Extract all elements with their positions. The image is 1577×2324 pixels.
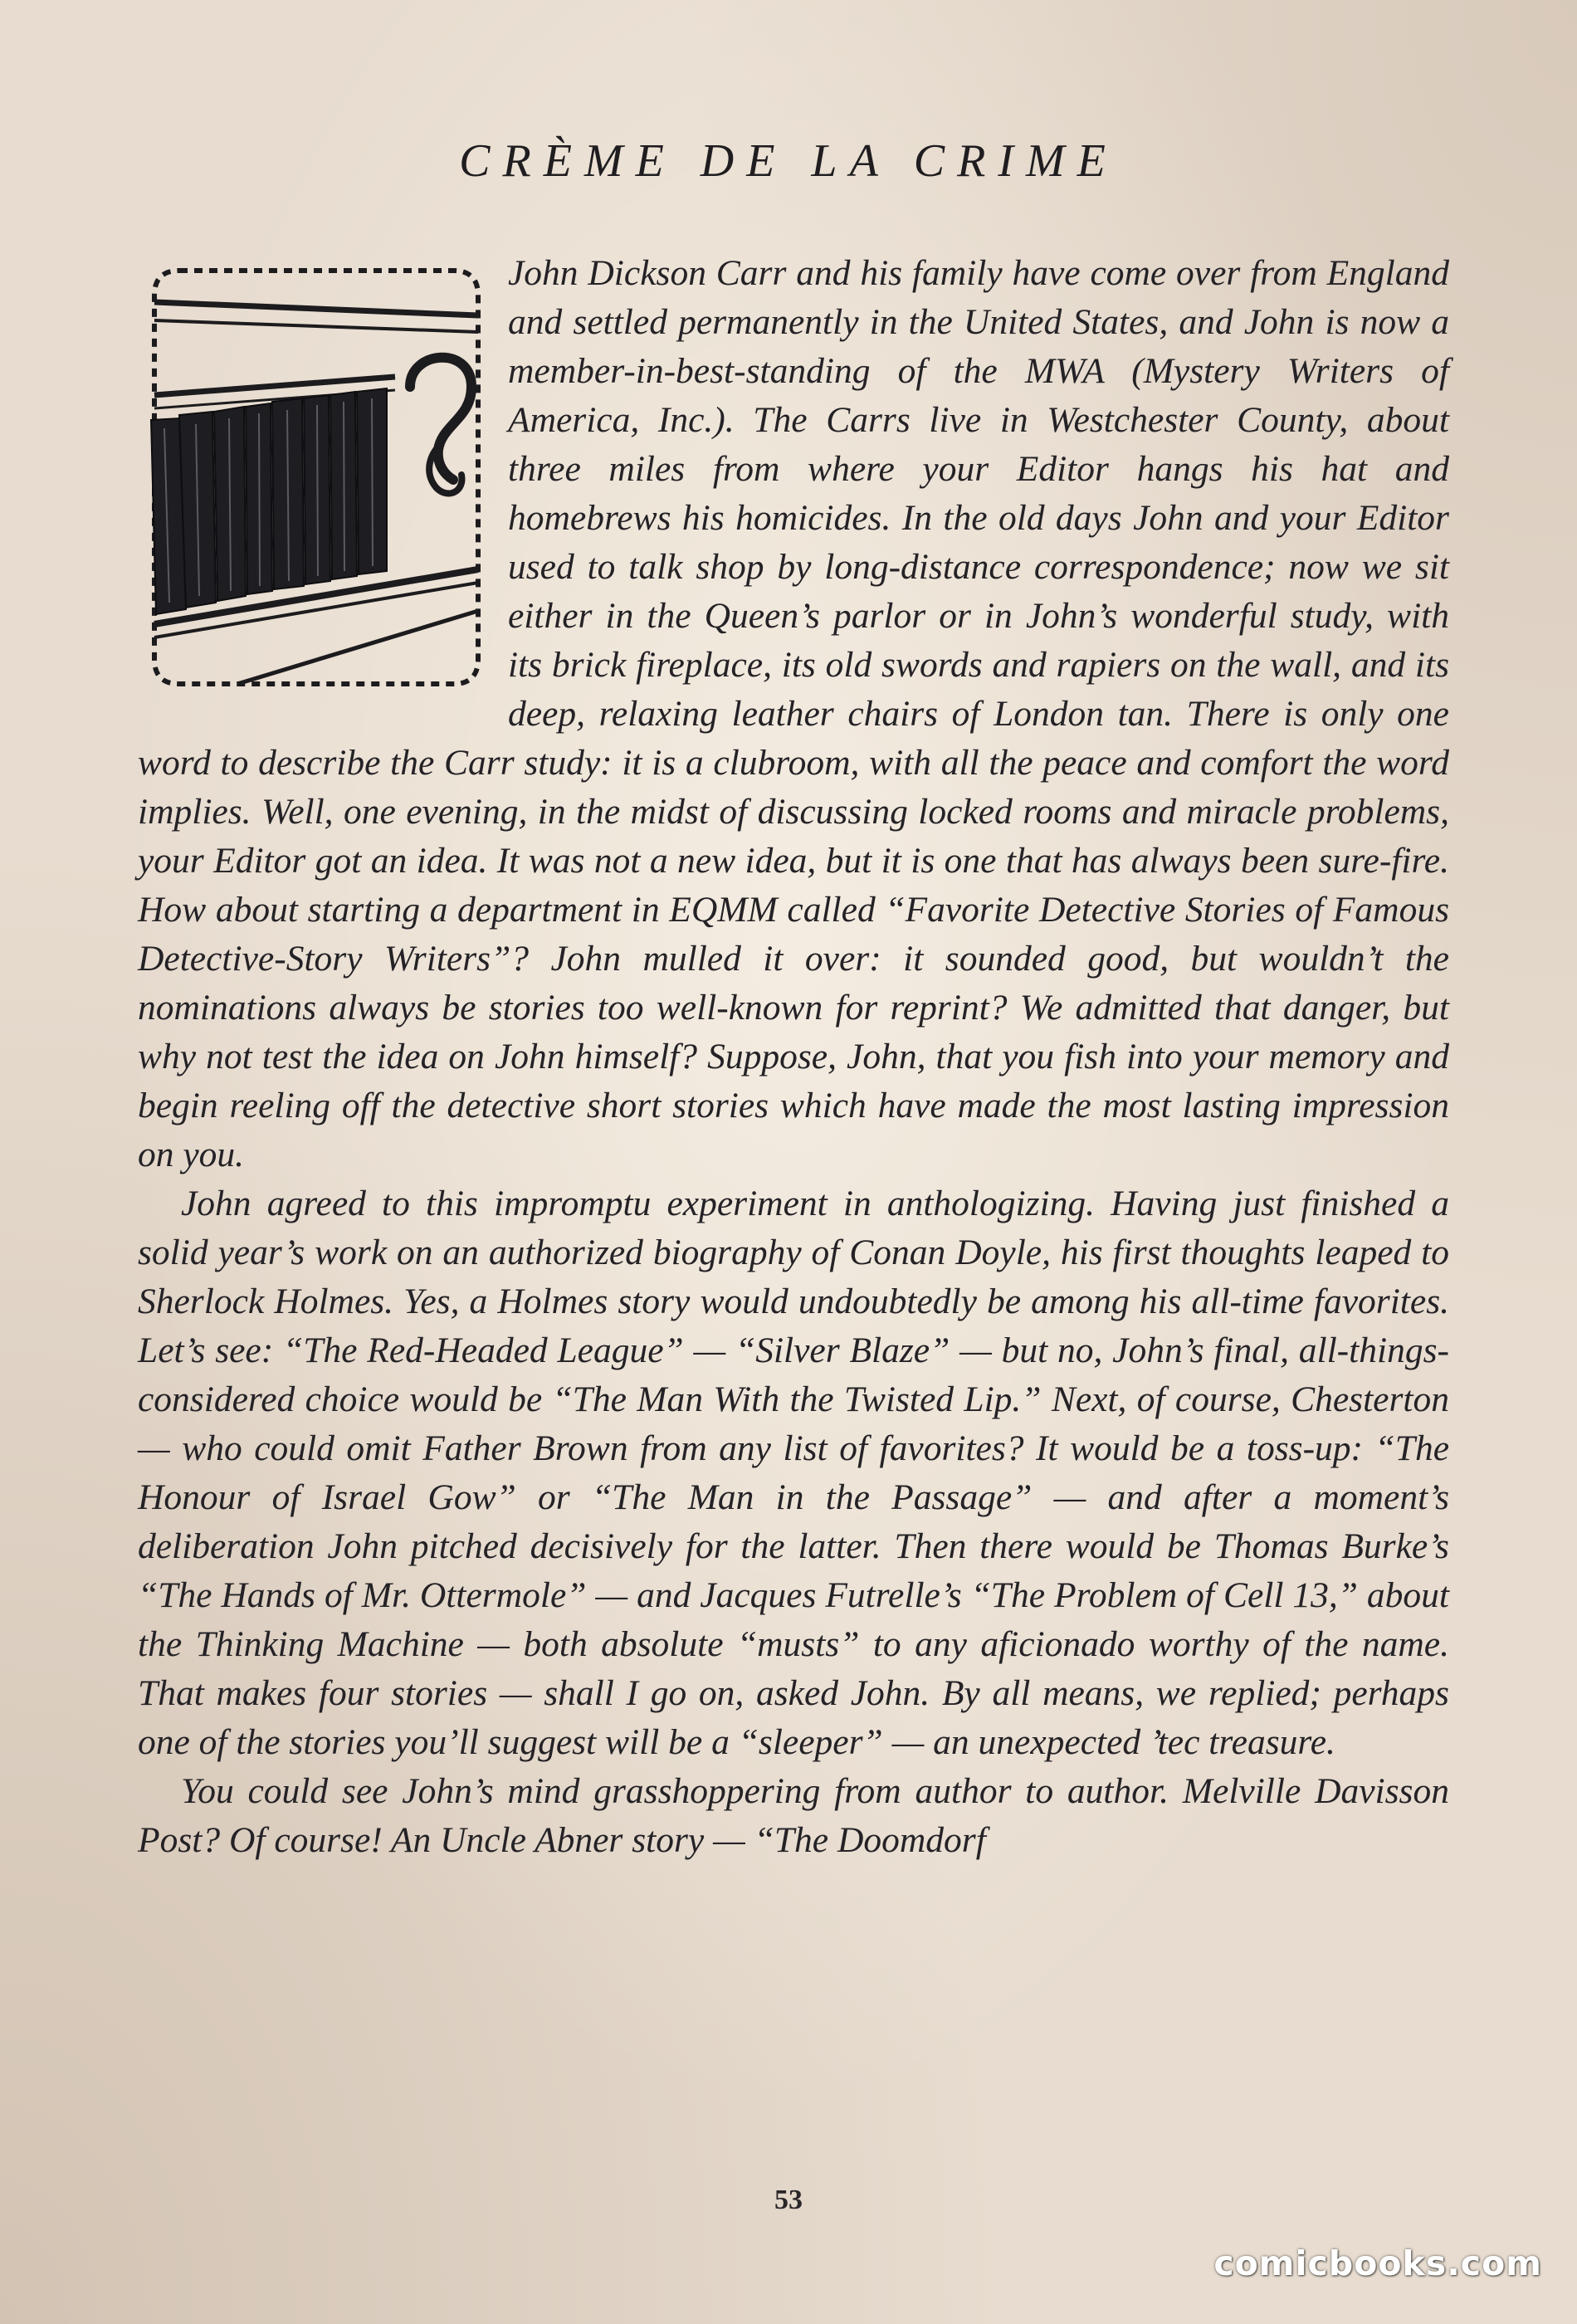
illustration-spacer [138, 249, 508, 730]
page-number: 53 [774, 2185, 803, 2215]
watermark: comicbooks.com [1213, 2243, 1542, 2283]
paragraph-3: You could see John’s mind grasshoppering from author to author. Melville Davisson Post? Of course! An Uncle Abner story — “The Doomdorf [138, 1771, 1449, 1860]
paragraph-1: John Dickson Carr and his family have come over from England and settled permanently in the United States, and John is now a member-in-best-standing of the MWA (Mystery Writers of America, Inc.). The Carrs live in Westchester County, about three miles from where your Editor hangs his hat and homebrews his homicides. In the old days John and your Editor used to talk shop by long-distance correspondence; now we sit either in the Queen’s parlor or in John’s wonderful study, with its brick fireplace, its old swords and rapiers on the wall, and its deep, relaxing leather chairs of London tan. There is only one word to describe the Carr study: it is a clubroom, with all the peace and comfort the word implies. Well, one evening, in the midst of discussing locked rooms and miracle problems, your Editor got an idea. It was not a new idea, but it is one that has always been sure-fire. How about starting a department in EQMM called “Favorite Detective Stories of Famous Detective-Story Writers”? John mulled it over: it sounded good, but wouldn’t the nominations always be stories too well-known for reprint? We admitted that danger, but why not test the idea on John himself? Suppose, John, that you fish into your memory and begin reeling off the detective short stories which have made the most lasting impression on you. [138, 253, 1449, 1174]
article-body [138, 249, 1449, 1865]
running-head: CRÈME DE LA CRIME [459, 135, 1118, 187]
paragraph-2: John agreed to this impromptu experiment in anthologizing. Having just finished a solid year’s work on an authorized biography of Conan Doyle, his first thoughts leaped to Sherlock Holmes. Yes, a Holmes story would undoubtedly be among his all-time favorites. Let’s see: “The Red-Headed League” — “Silver Blaze” — but no, John’s final, all-things-considered choice would be “The Man With the Twisted Lip.” Next, of course, Chesterton — who could omit Father Brown from any list of favorites? It would be a toss-up: “The Honour of Israel Gow” or “The Man in the Passage” — and after a moment’s deliberation John pitched decisively for the latter. Then there would be Thomas Burke’s “The Hands of Mr. Ottermole” — and Jacques Futrelle’s “The Problem of Cell 13,” about the Thinking Machine — both absolute “musts” to any aficionado worthy of the name. That makes four stories — shall I go on, asked John. By all means, we replied; perhaps one of the stories you’ll suggest will be a “sleeper” — an unexpected ’tec treasure. [138, 1184, 1449, 1762]
